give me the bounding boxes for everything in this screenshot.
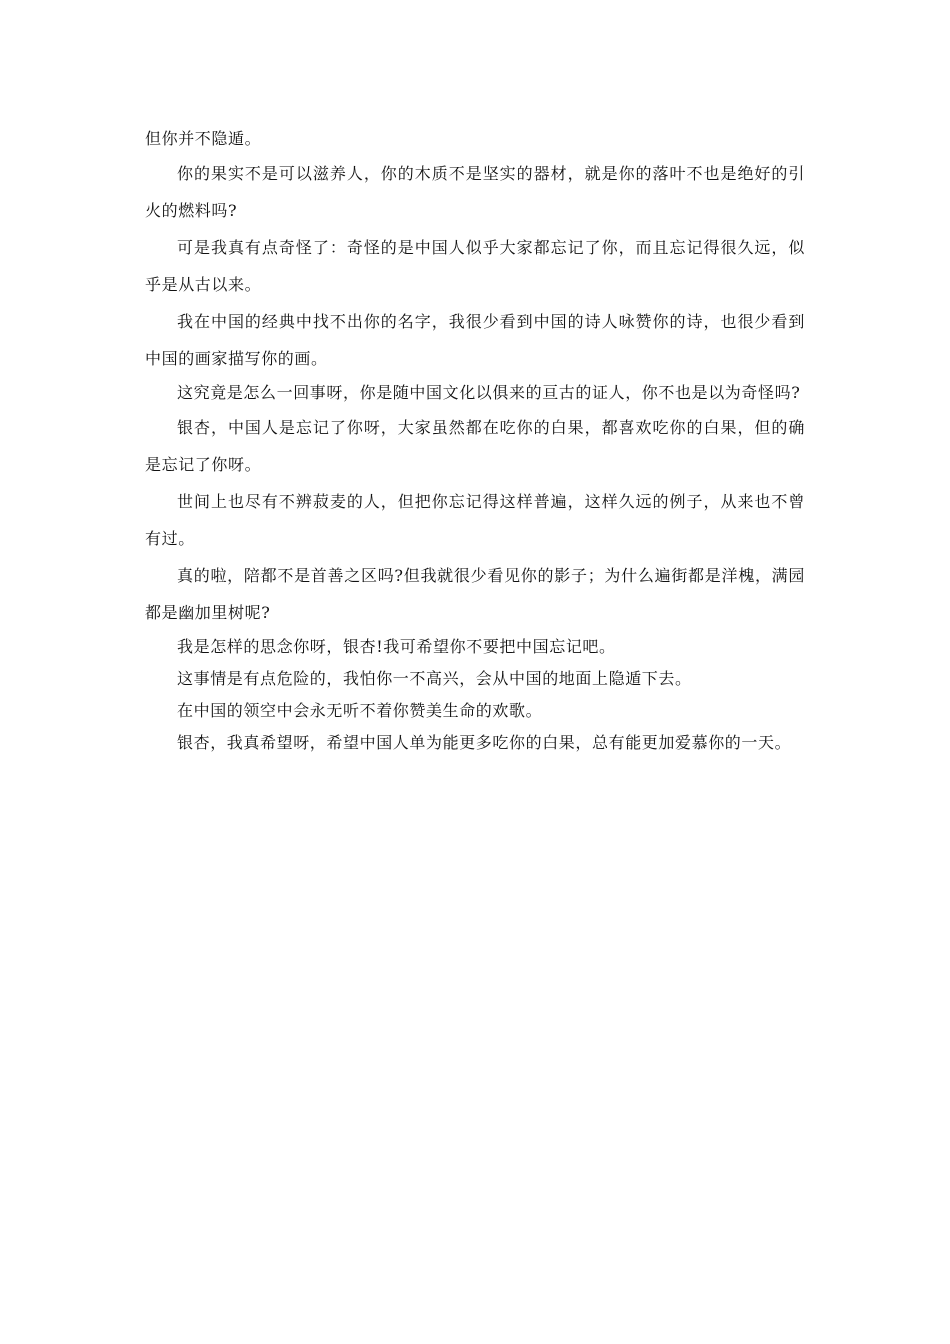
paragraph: 世间上也尽有不辨菽麦的人，但把你忘记得这样普遍，这样久远的例子，从来也不曾有过。 — [145, 492, 805, 548]
paragraph: 这究竟是怎么一回事呀，你是随中国文化以俱来的亘古的证人，你不也是以为奇怪吗? — [177, 383, 801, 402]
paragraph: 这事情是有点危险的，我怕你一不高兴，会从中国的地面上隐遁下去。 — [177, 669, 692, 688]
paragraph: 在中国的领空中会永无听不着你赞美生命的欢歌。 — [177, 701, 543, 720]
paragraph: 但你并不隐遁。 — [145, 129, 262, 148]
paragraph: 真的啦，陪都不是首善之区吗?但我就很少看见你的影子；为什么遍街都是洋槐，满园都是幽加里树呢? — [145, 566, 805, 622]
paragraph: 可是我真有点奇怪了：奇怪的是中国人似乎大家都忘记了你，而且忘记得很久远，似乎是从古以来。 — [145, 238, 805, 294]
paragraph: 我是怎样的思念你呀，银杏!我可希望你不要把中国忘记吧。 — [177, 637, 616, 656]
paragraph: 你的果实不是可以滋养人，你的木质不是坚实的器材，就是你的落叶不也是绝好的引火的燃料吗? — [145, 164, 805, 220]
document-body — [145, 123, 805, 759]
paragraph: 银杏，我真希望呀，希望中国人单为能更多吃你的白果，总有能更加爱慕你的一天。 — [177, 733, 792, 752]
paragraph: 我在中国的经典中找不出你的名字，我很少看到中国的诗人咏赞你的诗，也很少看到中国的画家描写你的画。 — [145, 312, 805, 368]
paragraph: 银杏，中国人是忘记了你呀，大家虽然都在吃你的白果，都喜欢吃你的白果，但的确是忘记了你呀。 — [145, 418, 805, 474]
